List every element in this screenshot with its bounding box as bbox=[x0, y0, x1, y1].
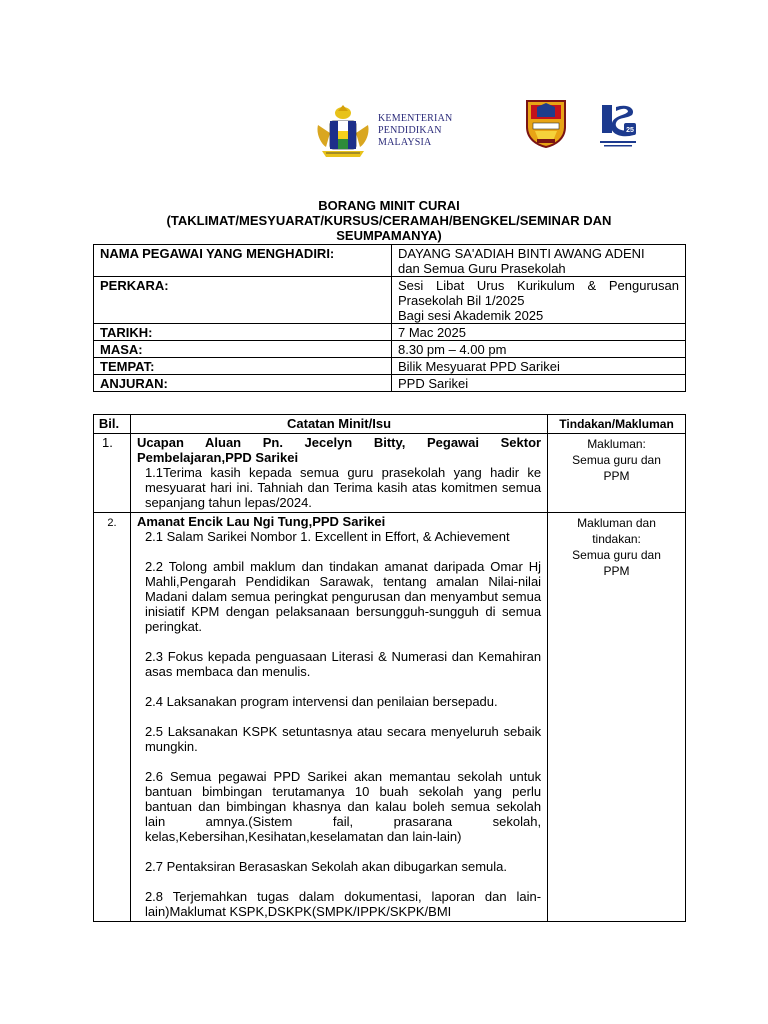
item-1-title: Ucapan Aluan Pn. Jecelyn Bitty, Pegawai Sektor Pembelajaran,PPD Sarikei bbox=[136, 435, 542, 465]
item-2-point-5: 2.5 Laksanakan KSPK setuntasnya atau secara menyeluruh sebaik mungkin. bbox=[144, 724, 542, 754]
info-row-perkara bbox=[94, 277, 686, 324]
moe-wordmark bbox=[378, 113, 452, 149]
item-2-action bbox=[548, 513, 686, 922]
item-2-point-8: 2.8 Terjemahkan tugas dalam dokumentasi, laporan dan lain-lain)Maklumat KSPK,DSKPK(SMPK/IPPK/SKPK/BMI bbox=[144, 889, 542, 919]
moe-line-2: PENDIDIKAN bbox=[378, 125, 442, 136]
title-line-2: (TAKLIMAT/MESYUARAT/KURSUS/CERAMAH/BENGKEL/SEMINAR DAN bbox=[166, 213, 612, 228]
title-line-1: BORANG MINIT CURAI bbox=[318, 198, 460, 213]
pegawai-label: NAMA PEGAWAI YANG MENGHADIRI: bbox=[94, 245, 392, 277]
perkara-value-1: Sesi Libat Urus Kurikulum & Pengurusan bbox=[398, 278, 679, 293]
item-2-content bbox=[130, 513, 547, 922]
tempat-label: TEMPAT: bbox=[94, 358, 392, 375]
header-catatan: Catatan Minit/Isu bbox=[130, 415, 547, 434]
item-2-point-6: 2.6 Semua pegawai PPD Sarikei akan memantau sekolah untuk bantuan bimbingan terutamanya 10 buah sekolah yang perlu bantuan dan bimbingan khasnya dan kalau boleh semua sekolah lain amnya.(Sistem fail, prasarana sekolah, kelas,Kebersihan,Kesihatan,keselamatan dan lain-lain) bbox=[144, 769, 542, 844]
malaysia-coat-of-arms-icon bbox=[312, 103, 374, 161]
pegawai-value bbox=[392, 245, 686, 277]
item-2-bil: 2. bbox=[94, 513, 131, 922]
svg-text:25: 25 bbox=[626, 127, 634, 134]
anjuran-label: ANJURAN: bbox=[94, 375, 392, 392]
moe-line-1: KEMENTERIAN bbox=[378, 113, 453, 124]
item-1-content bbox=[130, 434, 547, 513]
anjuran-value: PPD Sarikei bbox=[392, 375, 686, 392]
item-1-point-1: 1.1Terima kasih kepada semua guru prasekolah yang hadir ke mesyuarat hari ini. Tahniah dan Terima kasih atas komitmen semua sepanjang tahun lepas/2024. bbox=[144, 465, 542, 510]
item-1-action-2: Semua guru dan bbox=[572, 453, 661, 467]
item-1-action bbox=[548, 434, 686, 513]
header-bil: Bil. bbox=[94, 415, 131, 434]
perkara-label: PERKARA: bbox=[94, 277, 392, 324]
info-row-tempat bbox=[94, 358, 686, 375]
item-2-action-2: tindakan: bbox=[592, 532, 641, 546]
item-2-point-3: 2.3 Fokus kepada penguasaan Literasi & Numerasi dan Kemahiran asas membaca dan menulis. bbox=[144, 649, 542, 679]
item-2-point-7: 2.7 Pentaksiran Berasaskan Sekolah akan dibugarkan semula. bbox=[144, 859, 507, 874]
title-line-3: SEUMPAMANYA) bbox=[336, 228, 442, 243]
minutes-header-row bbox=[94, 415, 686, 434]
item-2-action-4: PPM bbox=[603, 564, 630, 578]
info-row-pegawai bbox=[94, 245, 686, 277]
meeting-info-table bbox=[93, 244, 686, 392]
perkara-value-2: Prasekolah Bil 1/2025 bbox=[398, 293, 525, 308]
moe-line-3: MALAYSIA bbox=[378, 137, 432, 148]
table-row bbox=[94, 513, 686, 922]
masa-value: 8.30 pm – 4.00 pm bbox=[392, 341, 686, 358]
info-row-anjuran bbox=[94, 375, 686, 392]
info-row-masa bbox=[94, 341, 686, 358]
perkara-value bbox=[392, 277, 686, 324]
minutes-table bbox=[93, 414, 686, 922]
logo-bar bbox=[0, 95, 768, 167]
item-2-point-4: 2.4 Laksanakan program intervensi dan penilaian bersepadu. bbox=[144, 694, 498, 709]
item-2-point-1: 2.1 Salam Sarikei Nombor 1. Excellent in Effort, & Achievement bbox=[144, 529, 510, 544]
pegawai-value-2: dan Semua Guru Prasekolah bbox=[398, 261, 566, 276]
header-tindakan: Tindakan/Makluman bbox=[548, 415, 686, 434]
ppd-25-logo-icon bbox=[596, 99, 640, 149]
perkara-value-3: Bagi sesi Akademik 2025 bbox=[398, 308, 544, 323]
school-crest-icon bbox=[523, 97, 569, 149]
item-2-title: Amanat Encik Lau Ngi Tung,PPD Sarikei bbox=[136, 514, 386, 529]
item-1-action-3: PPM bbox=[603, 469, 630, 483]
tempat-value: Bilik Mesyuarat PPD Sarikei bbox=[392, 358, 686, 375]
pegawai-value-1: DAYANG SA'ADIAH BINTI AWANG ADENI bbox=[398, 246, 645, 261]
tarikh-value: 7 Mac 2025 bbox=[392, 324, 686, 341]
item-1-action-1: Makluman: bbox=[587, 437, 646, 451]
table-row bbox=[94, 434, 686, 513]
item-2-action-3: Semua guru dan bbox=[572, 548, 661, 562]
item-1-bil: 1. bbox=[94, 434, 131, 513]
item-2-action-1: Makluman dan bbox=[577, 516, 656, 530]
masa-label: MASA: bbox=[94, 341, 392, 358]
item-2-point-2: 2.2 Tolong ambil maklum dan tindakan amanat daripada Omar Hj Mahli,Pengarah Pendidikan Sarawak, tentang amalan Nilai-nilai Madani dalam semua peringkat pengurusan dan menyambut semua inisiatif KPM dengan pelaksanaan bersungguh-sungguh di semua peringkat. bbox=[144, 559, 542, 634]
info-row-tarikh bbox=[94, 324, 686, 341]
form-title bbox=[94, 198, 684, 243]
tarikh-label: TARIKH: bbox=[94, 324, 392, 341]
